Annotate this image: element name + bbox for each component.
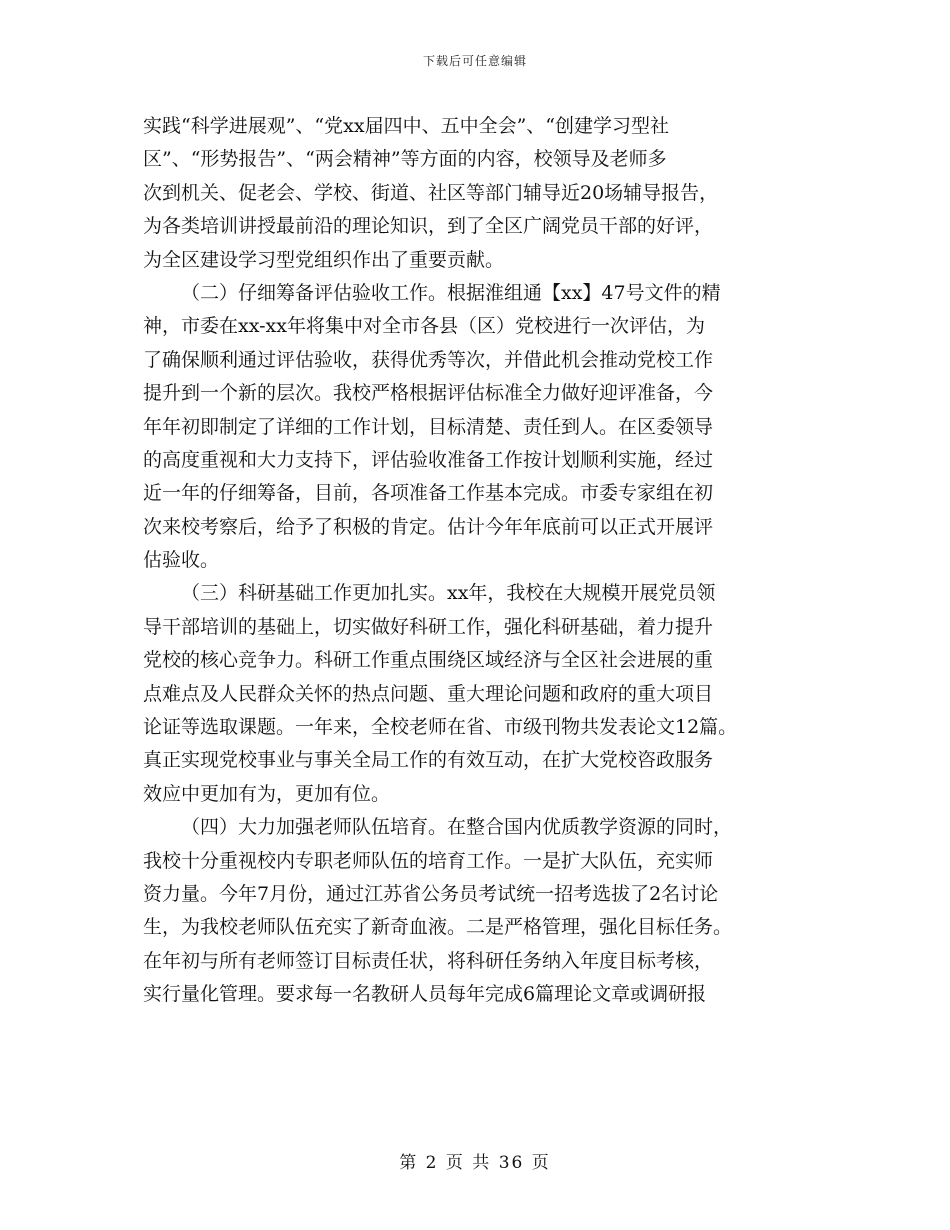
text-line: 为全区建设学习型党组织作出了重要贡献。 — [143, 248, 505, 271]
text-line: 区”、“形势报告”、“两会精神”等方面的内容，校领导及老师多 — [143, 148, 667, 171]
text-line: 近一年的仔细筹备，目前，各项准备工作基本完成。市委专家组在初 — [143, 482, 714, 505]
text-line: 提升到一个新的层次。我校严格根据评估标准全力做好迎评准备，今 — [143, 382, 714, 405]
text-line: 效应中更加有为，更加有位。 — [143, 782, 391, 805]
page-number-footer: 第 2 页 共 36 页 — [399, 1153, 551, 1173]
text-line: 神，市委在xx-xx年将集中对全市各县（区）党校进行一次评估，为 — [143, 315, 705, 338]
text-line: 论证等选取课题。一年来，全校老师在省、市级刊物共发表论文12篇。 — [143, 716, 738, 739]
text-line: 实践“科学进展观”、“党xx届四中、五中全会”、“创建学习型社 — [143, 115, 669, 137]
text-line: 年年初即制定了详细的工作计划，目标清楚、责任到人。在区委领导 — [143, 415, 714, 438]
page-header-note: 下载后可任意编辑 — [422, 54, 527, 68]
text-line: 次到机关、促老会、学校、街道、社区等部门辅导近20场辅导报告， — [143, 181, 719, 204]
text-line: 党校的核心竞争力。科研工作重点围绕区域经济与全区社会进展的重 — [143, 649, 714, 672]
text-line: 资力量。今年7月份，通过江苏省公务员考试统一招考选拔了2名讨论 — [143, 882, 719, 905]
paragraph-heading-line: （二）仔细筹备评估验收工作。根据淮组通【xx】47号文件的精 — [181, 281, 721, 304]
text-line: 导干部培训的基础上，切实做好科研工作，强化科研基础，着力提升 — [143, 615, 714, 638]
text-line: 估验收。 — [143, 549, 220, 572]
text-line: 了确保顺利通过评估验收，获得优秀等次，并借此机会推动党校工作 — [143, 348, 714, 371]
paragraph-heading-line: （三）科研基础工作更加扎实。xx年，我校在大规模开展党员领 — [181, 582, 716, 605]
text-line: 点难点及人民群众关怀的热点问题、重大理论问题和政府的重大项目 — [143, 682, 714, 705]
text-line: 真正实现党校事业与事关全局工作的有效互动，在扩大党校咨政服务 — [143, 749, 714, 772]
document-body — [143, 110, 807, 1012]
text-line: 的高度重视和大力支持下，评估验收准备工作按计划顺利实施，经过 — [143, 448, 714, 471]
text-line: 生，为我校老师队伍充实了新奇血液。二是严格管理，强化目标任务。 — [143, 916, 733, 939]
text-line: 我校十分重视校内专职老师队伍的培育工作。一是扩大队伍，充实师 — [143, 849, 714, 872]
text-line: 次来校考察后，给予了积极的肯定。估计今年年底前可以正式开展评 — [143, 515, 714, 538]
text-line: 实行量化管理。要求每一名教研人员每年完成6篇理论文章或调研报 — [143, 983, 707, 1006]
text-line: 为各类培训讲授最前沿的理论知识，到了全区广阔党员干部的好评， — [143, 215, 714, 238]
paragraph-heading-line: （四）大力加强老师队伍培育。在整合国内优质教学资源的同时， — [181, 816, 733, 839]
text-line: 在年初与所有老师签订目标责任状，将科研任务纳入年度目标考核， — [143, 949, 714, 972]
